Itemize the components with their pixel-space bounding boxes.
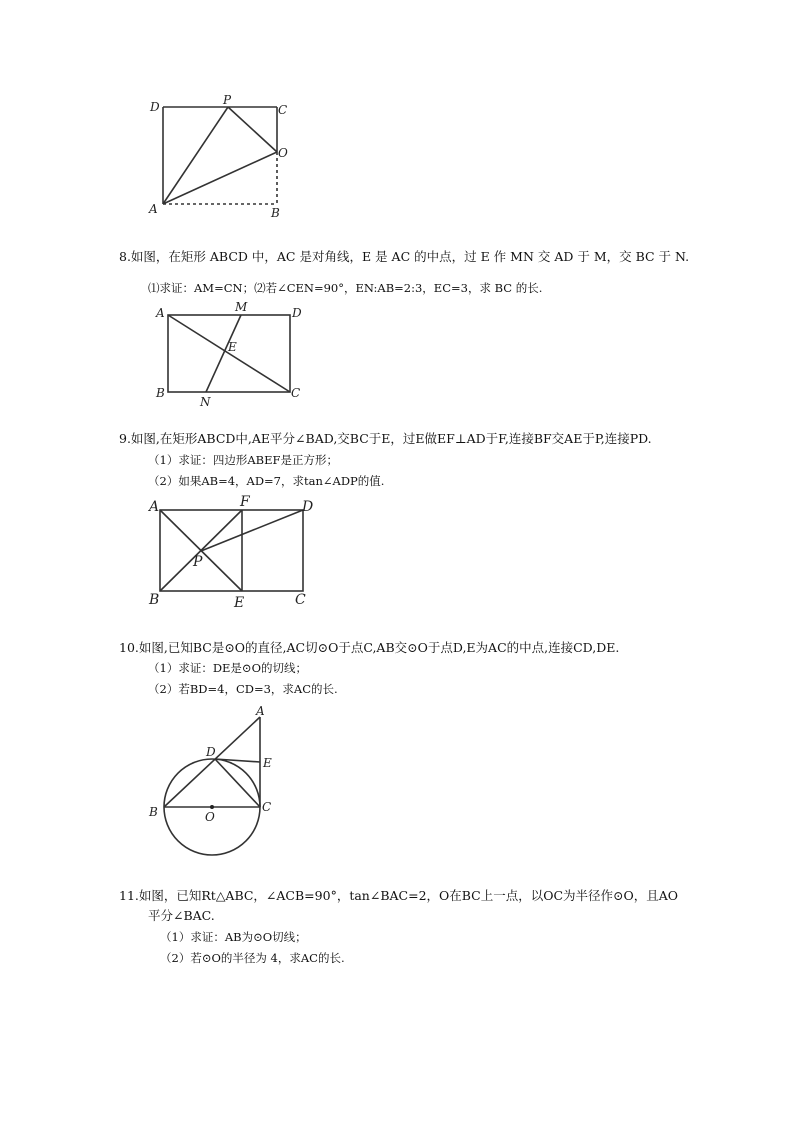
q11-stem-continued: 平分∠BAC.: [148, 908, 215, 923]
label-n: N: [200, 395, 211, 409]
label-d: D: [150, 100, 160, 114]
label-b: B: [149, 805, 158, 819]
label-a: A: [149, 202, 158, 216]
label-o: O: [205, 810, 215, 824]
q10-sub1: （1）求证：DE是⊙O的切线；: [148, 661, 307, 675]
q10-stem: 10.如图,已知BC是⊙O的直径,AC切⊙O于点C,AB交⊙O于点D,E为AC的中点,连接CD,DE.: [119, 640, 620, 655]
q9-stem: 9.如图,在矩形ABCD中,AE平分∠BAD,交BC于E，过E做EF⊥AD于F,连接BF交AE于P,连接PD.: [119, 431, 652, 446]
label-a: A: [256, 704, 265, 718]
label-f: F: [240, 494, 250, 510]
q11-sub2: （2）若⊙O的半径为 4，求AC的长.: [160, 951, 345, 965]
label-b: B: [271, 206, 280, 220]
label-d: D: [206, 745, 216, 759]
label-b: B: [149, 592, 160, 608]
q9-sub2: （2）如果AB=4，AD=7，求tan∠ADP的值.: [148, 474, 385, 488]
label-d: D: [302, 499, 314, 515]
label-e: E: [263, 756, 272, 770]
rectangle-abcd: [160, 510, 303, 591]
label-d: D: [292, 306, 302, 320]
label-p: P: [223, 93, 232, 107]
q10-sub2: （2）若BD=4，CD=3，求AC的长.: [148, 682, 338, 696]
q9-sub1: （1）求证：四边形ABEF是正方形；: [148, 453, 338, 467]
label-c: C: [262, 800, 272, 814]
segment-pd: [201, 510, 303, 551]
label-e: E: [228, 340, 237, 354]
segment-po: [228, 107, 277, 152]
figure-square-abef: [145, 495, 320, 615]
figure-rectangle-fold: [140, 90, 300, 225]
q8-stem: 8.如图，在矩形 ABCD 中，AC 是对角线，E 是 AC 的中点，过 E 作 MN 交 AD 于 M，交 BC 于 N.: [119, 249, 690, 264]
label-m: M: [235, 300, 248, 314]
q8-subquestions: ⑴求证：AM=CN；⑵若∠CEN=90°，EN:AB=2:3，EC=3，求 BC 的长.: [148, 281, 543, 295]
label-e: E: [234, 595, 245, 611]
figure-circle-tangent: [140, 700, 290, 860]
label-c: C: [291, 386, 301, 400]
q11-sub1: （1）求证：AB为⊙O切线；: [160, 930, 307, 944]
label-c: C: [295, 592, 306, 608]
center-point-o: [210, 805, 214, 809]
label-a: A: [149, 499, 160, 515]
figure-rectangle-mn: [150, 300, 310, 410]
label-c: C: [278, 103, 288, 117]
label-b: B: [156, 386, 165, 400]
segment-ba: [164, 717, 260, 807]
label-a: A: [156, 306, 165, 320]
q11-stem: 11.如图，已知Rt△ABC，∠ACB=90°，tan∠BAC=2，O在BC上一点，以OC为半径作⊙O，且AO: [119, 888, 679, 903]
label-p: P: [193, 554, 203, 570]
label-o: O: [278, 146, 288, 160]
